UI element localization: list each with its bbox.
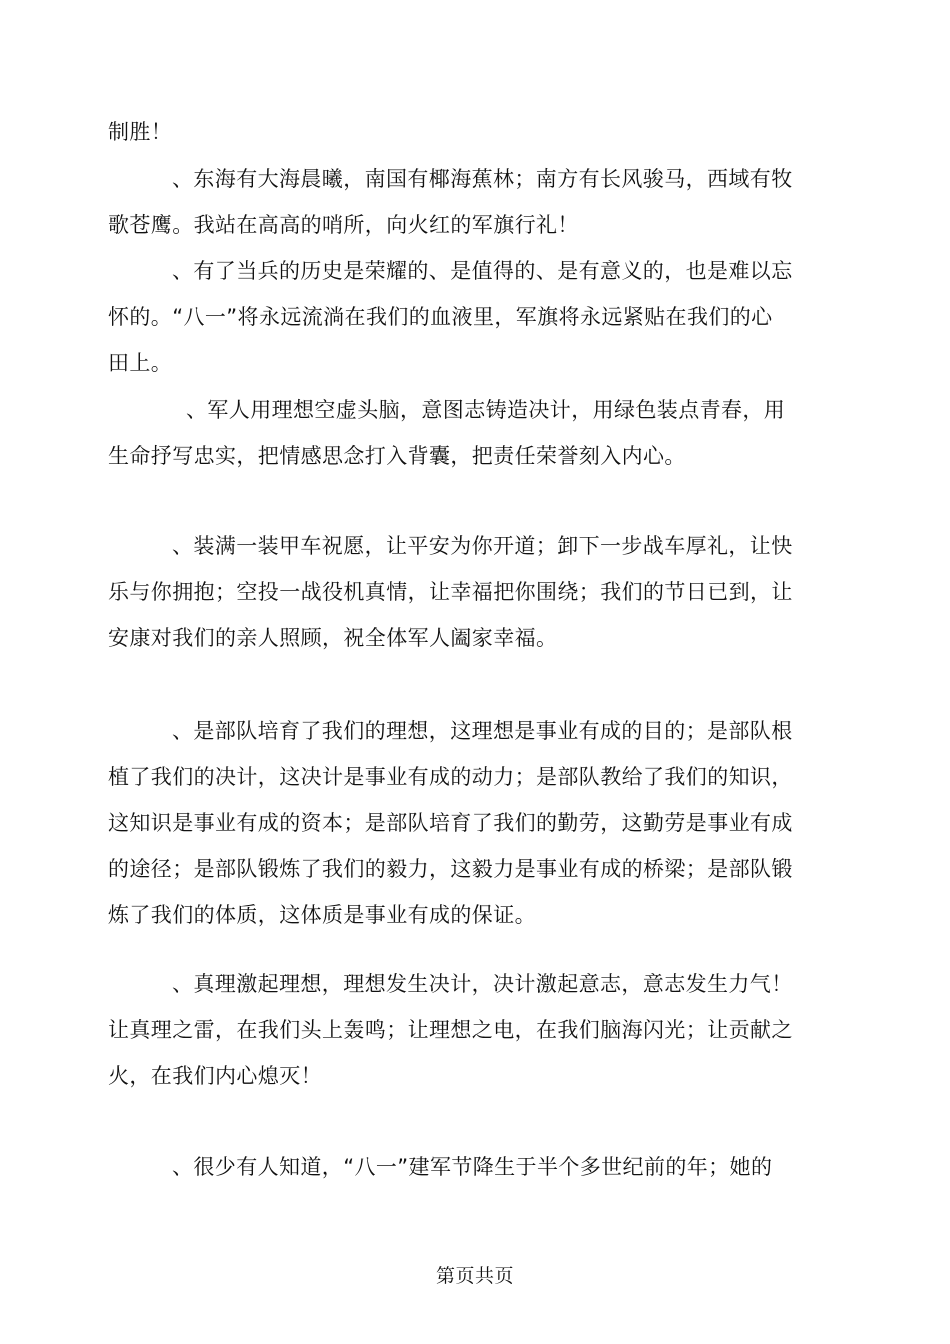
text-line: 安康对我们的亲人照顾，祝全体军人阖家幸福。 [108,626,558,650]
text-line: 歌苍鹰。我站在高高的哨所，向火红的军旗行礼！ [108,213,579,237]
text-line: 、真理激起理想，理想发生决计，决计激起意志，意志发生力气！ [172,972,793,996]
text-line: 怀的。“八一”将永远流淌在我们的血液里，军旗将永远紧贴在我们的心 [108,305,773,329]
text-line: 制胜！ [108,120,173,144]
text-line: 、装满一装甲车祝愿，让平安为你开道；卸下一步战车厚礼，让快 [172,534,793,558]
text-line: 、东海有大海晨曦，南国有椰海蕉林；南方有长风骏马，西域有牧 [172,167,793,191]
text-line: 让真理之雷，在我们头上轰鸣；让理想之电，在我们脑海闪光；让贡献之 [108,1018,793,1042]
text-line: 火，在我们内心熄灭！ [108,1064,322,1088]
page-footer: 第页共页 [435,1265,514,1287]
text-line: 、有了当兵的历史是荣耀的、是值得的、是有意义的，也是难以忘 [172,259,793,283]
text-line: 田上。 [108,351,173,375]
text-line: 、军人用理想空虚头脑，意图志铸造决计，用绿色装点青春，用 [186,398,786,422]
text-line: 炼了我们的体质，这体质是事业有成的保证。 [108,903,536,927]
text-line: 、是部队培育了我们的理想，这理想是事业有成的目的；是部队根 [172,719,793,743]
text-line: 乐与你拥抱；空投一战役机真情，让幸福把你围绕；我们的节日已到，让 [108,580,793,604]
text-line: 、很少有人知道，“八一”建军节降生于半个多世纪前的年；她的 [172,1155,773,1179]
text-line: 这知识是事业有成的资本；是部队培育了我们的勤劳，这勤劳是事业有成 [108,811,793,835]
text-line: 生命抒写忠实，把情感思念打入背囊，把责任荣誉刻入内心。 [108,444,686,468]
text-line: 的途径；是部队锻炼了我们的毅力，这毅力是事业有成的桥梁；是部队锻 [108,857,793,881]
text-line: 植了我们的决计，这决计是事业有成的动力；是部队教给了我们的知识， [108,765,793,789]
